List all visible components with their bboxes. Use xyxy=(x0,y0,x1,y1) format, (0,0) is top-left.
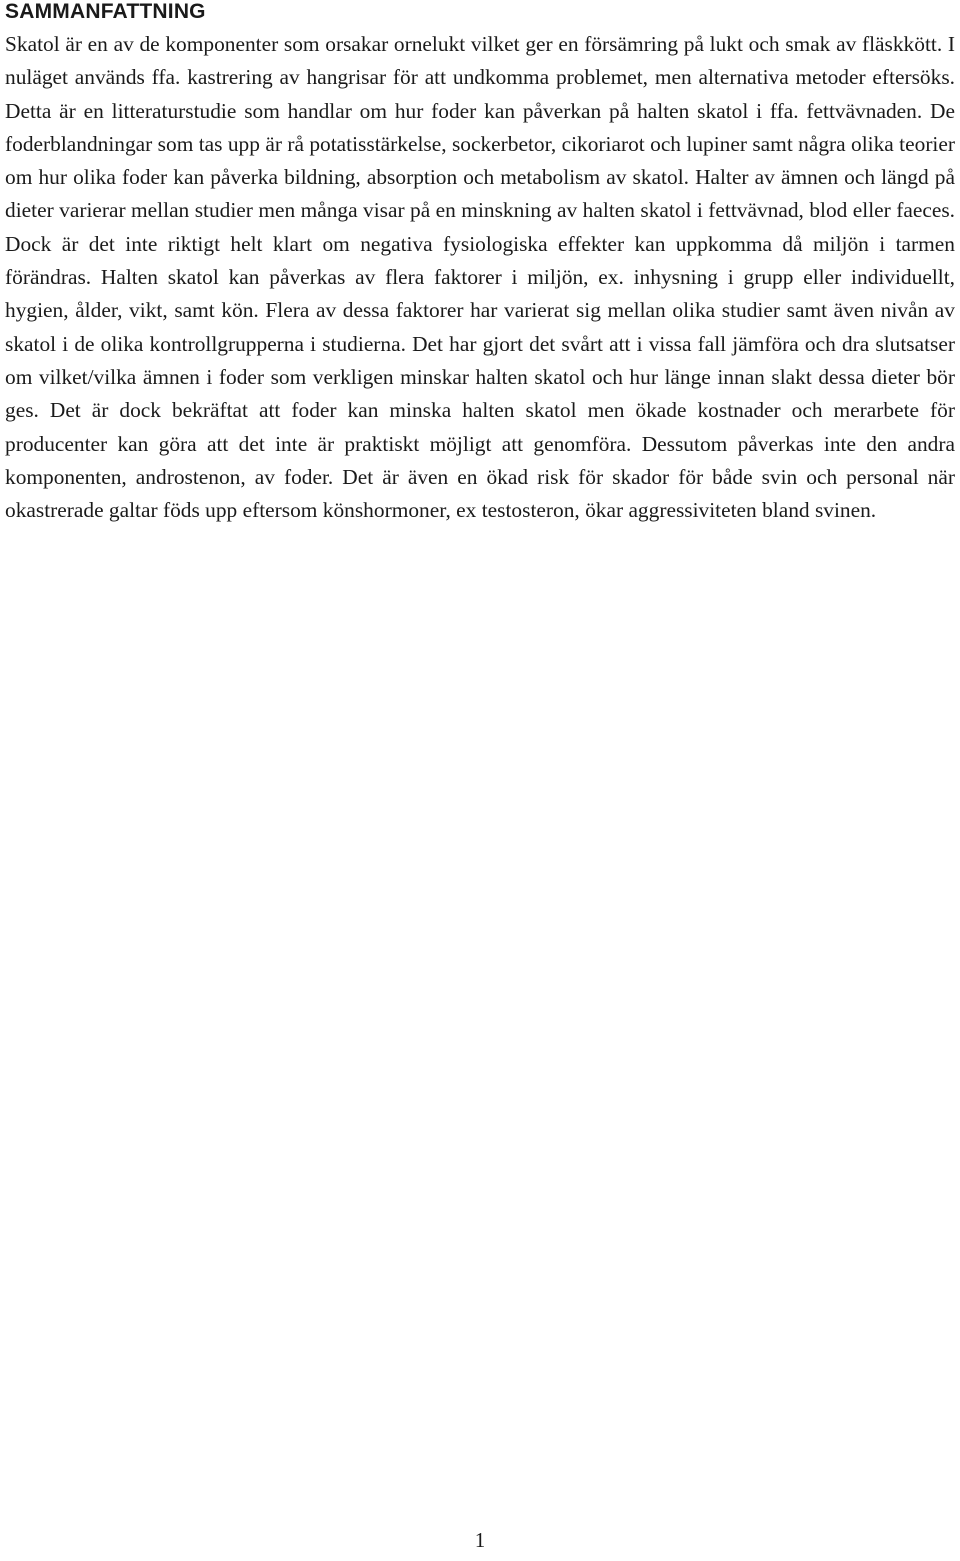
page-number: 1 xyxy=(474,1528,486,1552)
document-page xyxy=(5,0,955,527)
section-heading: SAMMANFATTNING xyxy=(5,0,206,23)
abstract-paragraph: Skatol är en av de komponenter som orsakar ornelukt vilket ger en försämring på lukt och smak av fläskkött. I nuläget används ffa. kastrering av hangrisar för att undkomma problemet, men alternativa metoder eftersöks. Detta är en litteraturstudie som handlar om hur foder kan påverkan på halten skatol i ffa. fettvävnaden. De foderblandningar som tas upp är rå potatisstärkelse, sockerbetor, cikoriarot och lupiner samt några olika teorier om hur olika foder kan påverka bildning, absorption och metabolism av skatol. Halter av ämnen och längd på dieter varierar mellan studier men många visar på en minskning av halten skatol i fettvävnad, blod eller faeces. Dock är det inte riktigt helt klart om negativa fysiologiska effekter kan uppkomma då miljön i tarmen förändras. Halten skatol kan påverkas av flera faktorer i miljön, ex. inhysning i grupp eller individuellt, hygien, ålder, vikt, samt kön. Flera av dessa faktorer har varierat sig mellan olika studier samt även nivån av skatol i de olika kontrollgrupperna i studierna. Det har gjort det svårt att i vissa fall jämföra och dra slutsatser om vilket/vilka ämnen i foder som verkligen minskar halten skatol och hur länge innan slakt dessa dieter bör ges. Det är dock bekräftat att foder kan minska halten skatol men ökade kostnader och merarbete för producenter kan göra att det inte är praktiskt möjligt att genomföra. Dessutom påverkas inte den andra komponenten, androstenon, av foder. Det är även en ökad risk för skador för både svin och personal när okastrerade galtar föds upp eftersom könshormoner, ex testosteron, ökar aggressiviteten bland svinen. xyxy=(5,32,955,523)
